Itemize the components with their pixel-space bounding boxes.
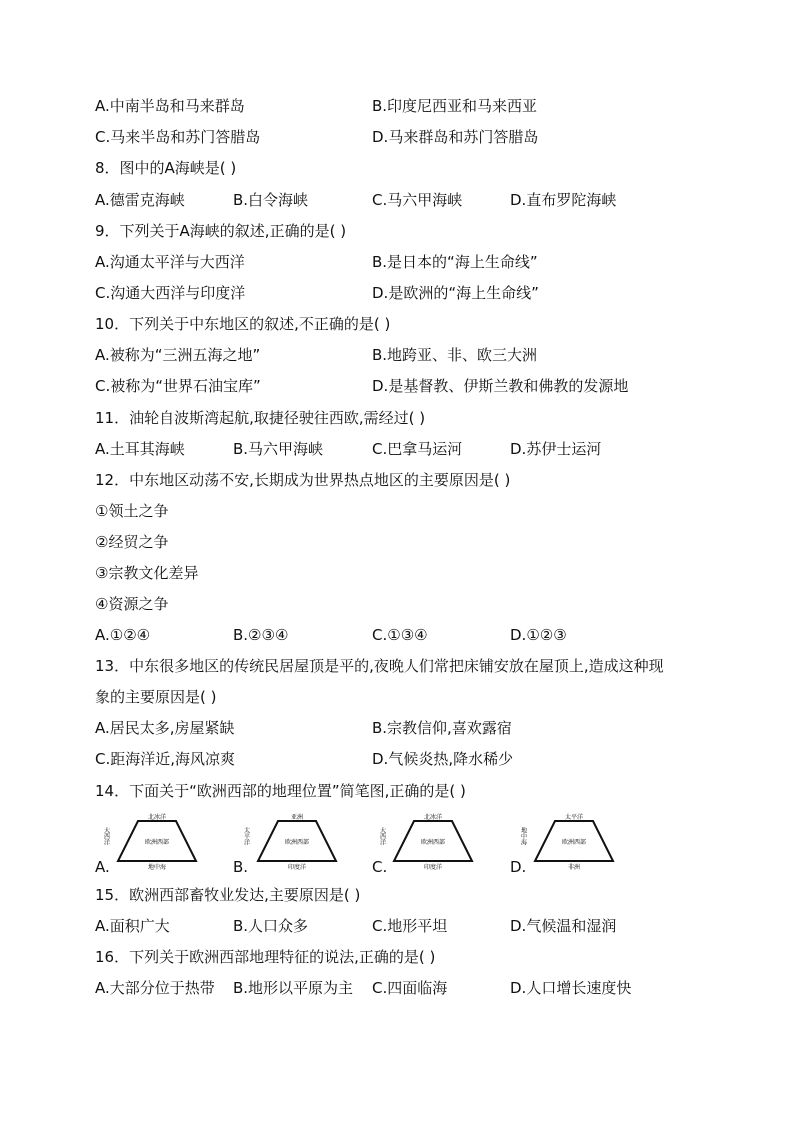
q13-option-b: B.宗教信仰,喜欢露宿 xyxy=(372,719,512,737)
q8-stem: 8．图中的A海峡是( ) xyxy=(95,159,237,177)
q12-item-4: ④资源之争 xyxy=(95,595,169,613)
q11-option-a: A.土耳其海峡 xyxy=(95,440,185,458)
q8-option-b: B.白令海峡 xyxy=(233,191,309,209)
q12-item-3: ③宗教文化差异 xyxy=(95,564,199,582)
q14-fig-c-top: 北冰洋 xyxy=(423,814,443,821)
q9-stem: 9．下列关于A海峡的叙述,正确的是( ) xyxy=(95,222,347,240)
q7-option-b: B.印度尼西亚和马来西亚 xyxy=(372,97,538,115)
q11-stem: 11．油轮自波斯湾起航,取捷径驶往西欧,需经过( ) xyxy=(95,409,426,427)
q8-option-c: C.马六甲海峡 xyxy=(372,191,463,209)
q13-stem-line1: 13．中东很多地区的传统民居屋顶是平的,夜晚人们常把床铺安放在屋顶上,造成这种现 xyxy=(95,657,664,675)
q14-fig-a-letter: A. xyxy=(95,858,110,876)
q16-option-a: A.大部分位于热带 xyxy=(95,979,215,997)
q7-option-c: C.马来半岛和苏门答腊岛 xyxy=(95,128,261,146)
q12-option-b: B.②③④ xyxy=(233,626,289,644)
q14-fig-d xyxy=(519,813,623,871)
q11-option-c: C.巴拿马运河 xyxy=(372,440,463,458)
q16-option-c: C.四面临海 xyxy=(372,979,448,997)
q11-option-b: B.马六甲海峡 xyxy=(233,440,324,458)
q15-option-d: D.气候温和湿润 xyxy=(510,917,617,935)
q13-option-a: A.居民太多,房屋紧缺 xyxy=(95,719,235,737)
q14-fig-c-center: 欧洲西部 xyxy=(420,839,446,846)
q15-option-c: C.地形平坦 xyxy=(372,917,448,935)
q9-option-a: A.沟通太平洋与大西洋 xyxy=(95,253,245,271)
q10-option-d: D.是基督教、伊斯兰教和佛教的发源地 xyxy=(372,377,629,395)
q14-fig-d-center: 欧洲西部 xyxy=(561,839,587,846)
q14-fig-a-center: 欧洲西部 xyxy=(144,839,170,846)
q16-option-d: D.人口增长速度快 xyxy=(510,979,632,997)
q12-option-c: C.①③④ xyxy=(372,626,428,644)
q15-option-a: A.面积广大 xyxy=(95,917,170,935)
q14-fig-a-top: 北冰洋 xyxy=(147,814,167,821)
q15-option-b: B.人口众多 xyxy=(233,917,309,935)
q16-option-b: B.地形以平原为主 xyxy=(233,979,354,997)
q8-option-a: A.德雷克海峡 xyxy=(95,191,185,209)
q14-fig-c-bottom: 印度洋 xyxy=(423,864,443,871)
q12-option-a: A.①②④ xyxy=(95,626,151,644)
q7-option-a: A.中南半岛和马来群岛 xyxy=(95,97,245,115)
q14-fig-b-top: 亚洲 xyxy=(290,814,304,821)
q10-option-b: B.地跨亚、非、欧三大洲 xyxy=(372,346,538,364)
q14-fig-a-bottom: 地中海 xyxy=(147,864,167,871)
q13-option-c: C.距海洋近,海风凉爽 xyxy=(95,750,236,768)
q14-fig-b-letter: B. xyxy=(233,858,249,876)
q12-stem: 12．中东地区动荡不安,长期成为世界热点地区的主要原因是( ) xyxy=(95,471,511,489)
q14-stem: 14．下面关于“欧洲西部的地理位置”简笔图,正确的是( ) xyxy=(95,782,466,800)
q14-fig-d-top: 太平洋 xyxy=(564,814,584,821)
q10-stem: 10．下列关于中东地区的叙述,不正确的是( ) xyxy=(95,315,391,333)
q14-fig-b-bottom: 印度洋 xyxy=(287,864,307,871)
q16-stem: 16．下列关于欧洲西部地理特征的说法,正确的是( ) xyxy=(95,948,436,966)
q14-fig-c-left: 大西洋 xyxy=(378,827,386,845)
q14-fig-c xyxy=(378,813,482,871)
q15-stem: 15．欧洲西部畜牧业发达,主要原因是( ) xyxy=(95,886,361,904)
q9-option-d: D.是欧洲的“海上生命线” xyxy=(372,284,539,302)
q7-option-d: D.马来群岛和苏门答腊岛 xyxy=(372,128,539,146)
q14-fig-b-left: 太平洋 xyxy=(242,827,250,845)
q13-option-d: D.气候炎热,降水稀少 xyxy=(372,750,514,768)
q13-stem-line2: 象的主要原因是( ) xyxy=(95,688,217,706)
q14-fig-a xyxy=(102,813,206,871)
q9-option-c: C.沟通大西洋与印度洋 xyxy=(95,284,246,302)
q10-option-a: A.被称为“三洲五海之地” xyxy=(95,346,261,364)
q9-option-b: B.是日本的“海上生命线” xyxy=(372,253,538,271)
q12-item-1: ①领土之争 xyxy=(95,502,169,520)
q14-fig-d-letter: D. xyxy=(510,858,527,876)
q14-fig-b xyxy=(242,813,346,871)
q12-option-d: D.①②③ xyxy=(510,626,567,644)
q14-fig-d-left: 地中海 xyxy=(519,827,527,845)
q12-item-2: ②经贸之争 xyxy=(95,533,169,551)
q14-fig-a-left: 大西洋 xyxy=(102,827,110,845)
q14-fig-b-center: 欧洲西部 xyxy=(284,839,310,846)
q8-option-d: D.直布罗陀海峡 xyxy=(510,191,617,209)
q10-option-c: C.被称为“世界石油宝库” xyxy=(95,377,261,395)
q14-fig-c-letter: C. xyxy=(372,858,388,876)
q11-option-d: D.苏伊士运河 xyxy=(510,440,602,458)
q14-fig-d-bottom: 非洲 xyxy=(567,864,581,871)
